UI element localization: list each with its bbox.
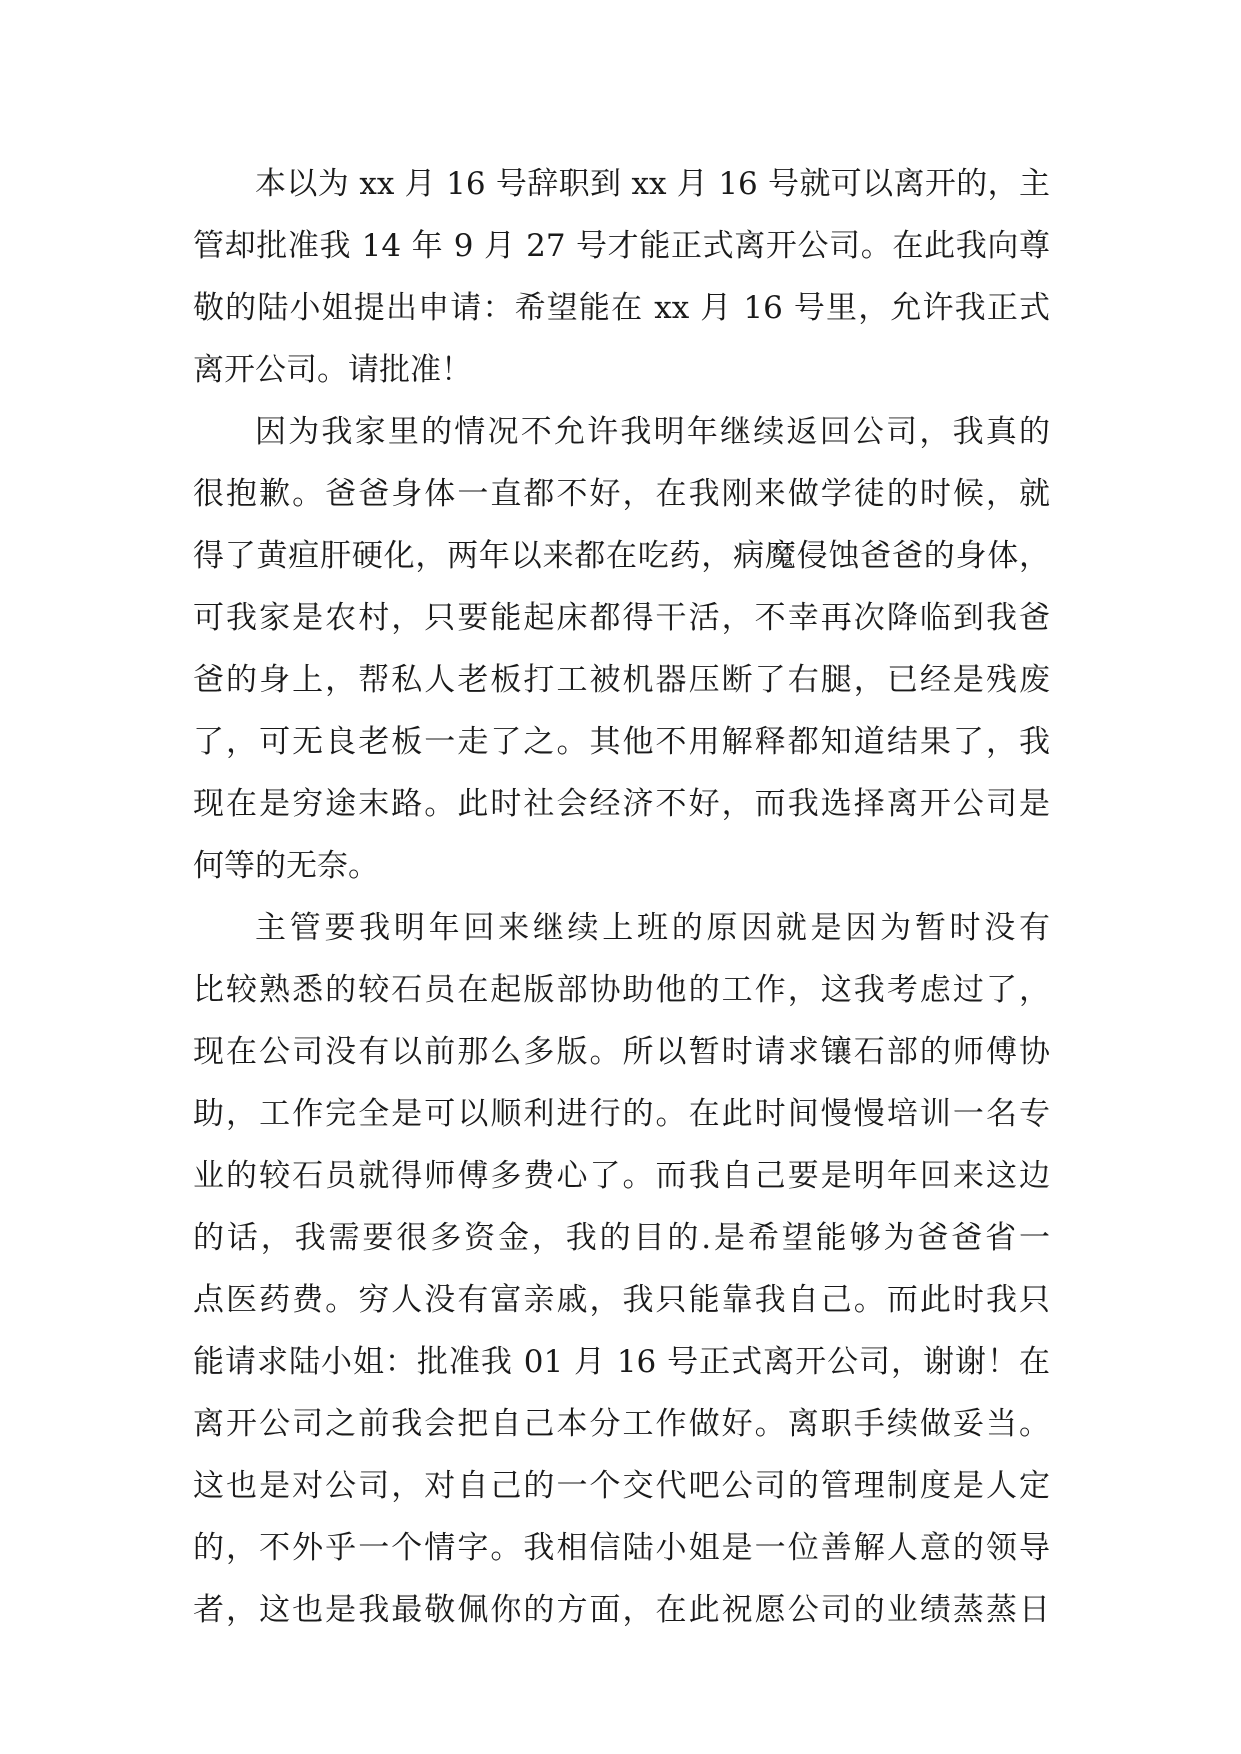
- text-line: 业的较石员就得师傅多费心了。而我自己要是明年回来这边: [193, 1158, 1050, 1194]
- text-line: 得了黄疸肝硬化，两年以来都在吃药，病魔侵蚀爸爸的身体，: [193, 538, 1050, 574]
- text-line: 离开公司。请批准！: [193, 352, 472, 388]
- text-line: 可我家是农村，只要能起床都得干活，不幸再次降临到我爸: [193, 600, 1050, 636]
- text-line: 爸的身上，帮私人老板打工被机器压断了右腿，已经是残废: [193, 662, 1050, 698]
- text-line: 了，可无良老板一走了之。其他不用解释都知道结果了，我: [193, 724, 1050, 760]
- text-line: 离开公司之前我会把自己本分工作做好。离职手续做妥当。: [193, 1406, 1050, 1442]
- text-line: 管却批准我 14 年 9 月 27 号才能正式离开公司。在此我向尊: [193, 228, 1050, 264]
- text-line: 这也是对公司，对自己的一个交代吧公司的管理制度是人定: [193, 1468, 1050, 1504]
- text-line: 主管要我明年回来继续上班的原因就是因为暂时没有: [255, 910, 1050, 946]
- text-line: 本以为 xx 月 16 号辞职到 xx 月 16 号就可以离开的，主: [255, 166, 1050, 202]
- paragraph-2: [193, 401, 1050, 897]
- text-line: 的话，我需要很多资金，我的目的.是希望能够为爸爸省一: [193, 1220, 1050, 1256]
- text-line: 敬的陆小姐提出申请：希望能在 xx 月 16 号里，允许我正式: [193, 290, 1050, 326]
- text-line: 点医药费。穷人没有富亲戚，我只能靠我自己。而此时我只: [193, 1282, 1050, 1318]
- paragraph-1: [193, 153, 1050, 401]
- text-line: 的，不外乎一个情字。我相信陆小姐是一位善解人意的领导: [193, 1530, 1050, 1566]
- text-line: 何等的无奈。: [193, 848, 379, 884]
- text-line: 比较熟悉的较石员在起版部协助他的工作，这我考虑过了，: [193, 972, 1050, 1008]
- text-line: 能请求陆小姐：批准我 01 月 16 号正式离开公司，谢谢！在: [193, 1344, 1050, 1380]
- text-line: 因为我家里的情况不允许我明年继续返回公司，我真的: [255, 414, 1050, 450]
- paragraph-3: [193, 897, 1050, 1641]
- text-line: 现在是穷途末路。此时社会经济不好，而我选择离开公司是: [193, 786, 1050, 822]
- text-line: 者，这也是我最敬佩你的方面，在此祝愿公司的业绩蒸蒸日: [193, 1592, 1050, 1628]
- text-line: 现在公司没有以前那么多版。所以暂时请求镶石部的师傅协: [193, 1034, 1050, 1070]
- text-line: 很抱歉。爸爸身体一直都不好，在我刚来做学徒的时候，就: [193, 476, 1050, 512]
- text-line: 助，工作完全是可以顺利进行的。在此时间慢慢培训一名专: [193, 1096, 1050, 1132]
- document-body: [193, 153, 1050, 1641]
